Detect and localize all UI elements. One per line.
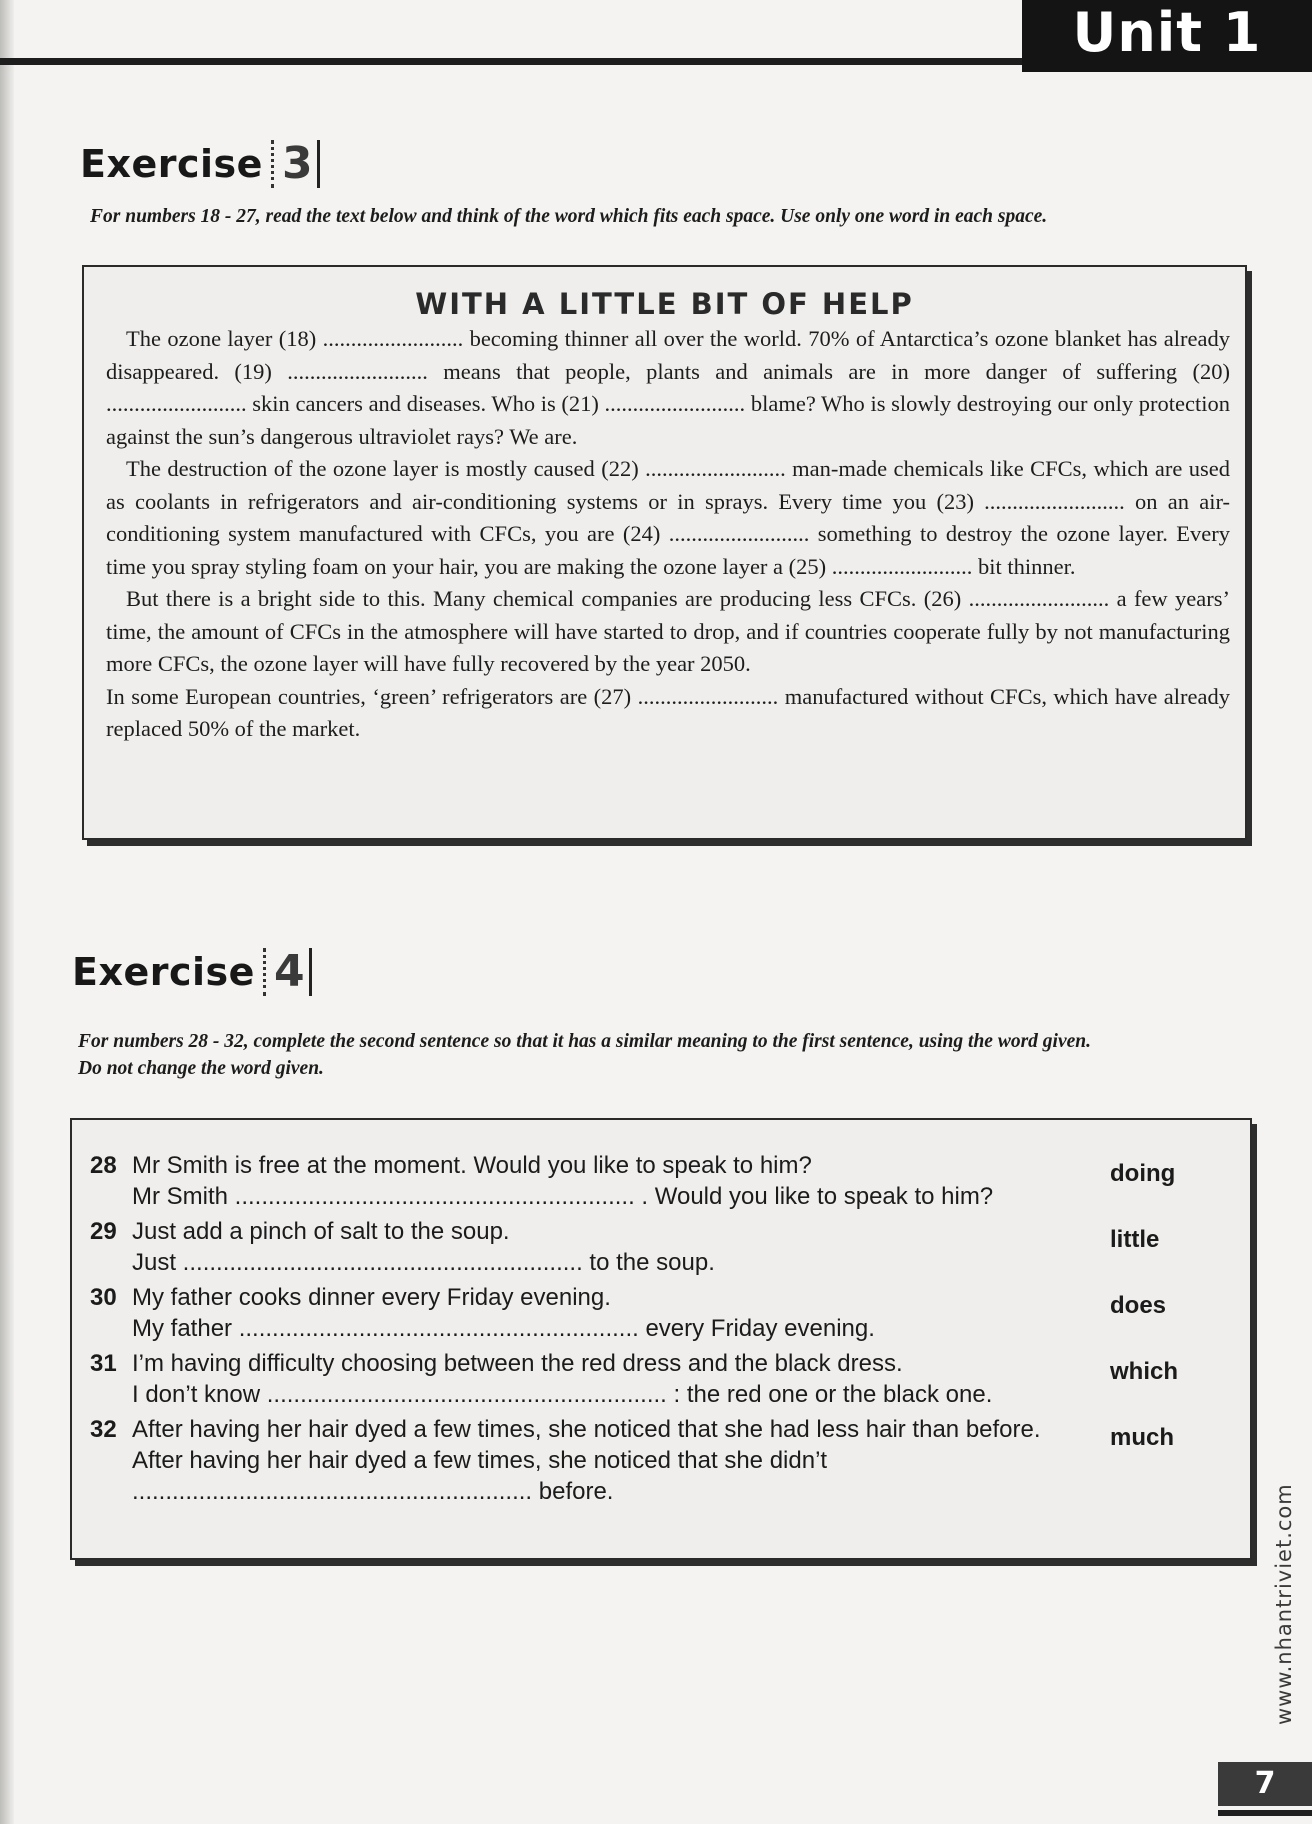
item-keyword: which bbox=[1110, 1358, 1179, 1385]
exercise-4-instruction bbox=[78, 1028, 1258, 1082]
exercise-4-items-box bbox=[70, 1118, 1252, 1560]
passage-text bbox=[106, 323, 1230, 746]
passage-paragraph: But there is a bright side to this. Many chemical companies are producing less CFCs. (26) ......................... a few years’ time, the amount of CFCs in the atmosphere will have started to drop, and if countries cooperate fully by not manufacturing more CFCs, the ozone layer will have fully recovered by the year 2050. bbox=[106, 586, 1230, 676]
passage-paragraph: In some European countries, ‘green’ refrigerators are (27) ......................... manufactured without CFCs, which have already replaced 50% of the market. bbox=[106, 683, 1230, 741]
item-keyword: little bbox=[1110, 1226, 1160, 1253]
publisher-website: www.nhantriviet.com bbox=[1272, 1483, 1296, 1725]
item-original-sentence: After having her hair dyed a few times, she noticed that she had less hair than before. bbox=[132, 1416, 1041, 1443]
exercise-3-number: 3 bbox=[271, 140, 320, 188]
item-number: 32 bbox=[90, 1416, 117, 1443]
item-keyword: does bbox=[1110, 1292, 1167, 1319]
item-number: 30 bbox=[90, 1284, 117, 1311]
item-answer-sentence: My father ............................................................ every Friday evening. bbox=[132, 1315, 875, 1342]
passage-paragraph: The ozone layer (18) ......................... becoming thinner all over the world. 70% of Antarctica’s ozone blanket has already disappeared. (19) ......................... means that people, plants and animals are in more danger of suffering (20) ......................... skin cancers and diseases. Who is (21) ......................... blame? Who is slowly destroying our only protection against the sun’s dangerous ultraviolet rays? We are. bbox=[106, 326, 1230, 449]
transformation-item-29 bbox=[90, 1216, 1190, 1278]
item-keyword: doing bbox=[1110, 1160, 1176, 1187]
exercise-3-label: Exercise bbox=[80, 142, 263, 186]
exercise-4-instruction-line-2: Do not change the word given. bbox=[78, 1058, 324, 1079]
exercise-4-heading bbox=[72, 948, 312, 996]
item-original-sentence: I’m having difficulty choosing between the red dress and the black dress. bbox=[132, 1350, 903, 1377]
unit-tab: Unit 1 bbox=[1022, 0, 1312, 72]
item-number: 29 bbox=[90, 1218, 117, 1245]
item-number: 28 bbox=[90, 1152, 117, 1179]
page-number: 7 bbox=[1218, 1762, 1312, 1806]
page-number-rule bbox=[1218, 1810, 1312, 1816]
passage-title: WITH A LITTLE BIT OF HELP bbox=[415, 287, 914, 321]
transformation-item-31 bbox=[90, 1348, 1190, 1410]
exercise-4-label: Exercise bbox=[72, 950, 255, 994]
item-answer-sentence: I don’t know ............................................................ : the red one or the black one. bbox=[132, 1381, 993, 1408]
header-rule bbox=[0, 58, 1030, 65]
item-original-sentence: Just add a pinch of salt to the soup. bbox=[132, 1218, 510, 1245]
exercise-4-number: 4 bbox=[263, 948, 312, 996]
transformation-item-28 bbox=[90, 1150, 1190, 1212]
item-number: 31 bbox=[90, 1350, 117, 1377]
item-keyword: much bbox=[1110, 1424, 1175, 1451]
passage-paragraph: The destruction of the ozone layer is mostly caused (22) ......................... man-made chemicals like CFCs, which are used as coolants in refrigerators and air-conditioning systems or in sprays. Every time you (23) ......................... on an air-conditioning system manufactured with CFCs, you are (24) ......................... something to destroy the ozone layer. Every time you spray styling foam on your hair, you are making the ozone layer a (25) ......................... bit thinner. bbox=[106, 456, 1230, 579]
item-original-sentence: My father cooks dinner every Friday evening. bbox=[132, 1284, 611, 1311]
page-binding-shadow bbox=[0, 0, 14, 1824]
item-answer-sentence-continued: ............................................................ before. bbox=[132, 1478, 614, 1505]
item-original-sentence: Mr Smith is free at the moment. Would you like to speak to him? bbox=[132, 1152, 812, 1179]
transformation-item-30 bbox=[90, 1282, 1190, 1344]
exercise-4-instruction-line-1: For numbers 28 - 32, complete the second sentence so that it has a similar meaning to the first sentence, using the word given. bbox=[78, 1031, 1091, 1052]
transformation-items bbox=[90, 1150, 1190, 1511]
item-answer-sentence: After having her hair dyed a few times, she noticed that she didn’t bbox=[132, 1447, 828, 1474]
exercise-3-heading bbox=[80, 140, 320, 188]
exercise-3-instruction: For numbers 18 - 27, read the text below and think of the word which fits each space. Use only one word in each space. bbox=[90, 206, 1048, 227]
item-answer-sentence: Just ............................................................ to the soup. bbox=[132, 1249, 715, 1276]
exercise-3-text-box bbox=[82, 265, 1247, 840]
transformation-item-32 bbox=[90, 1414, 1190, 1507]
item-answer-sentence: Mr Smith ............................................................ . Would you like to speak to him? bbox=[132, 1183, 994, 1210]
